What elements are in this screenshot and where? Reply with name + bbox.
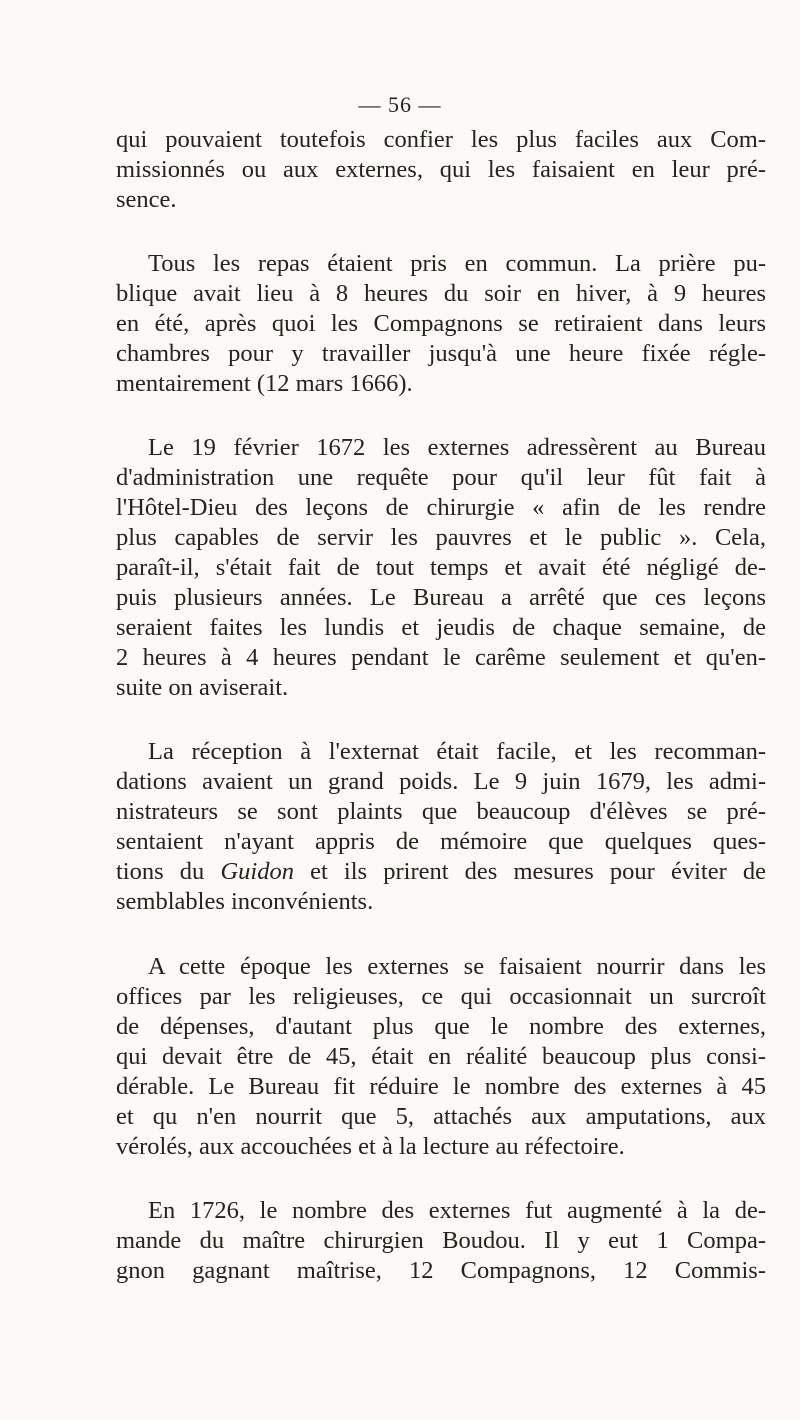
text-line: gnon gagnant maîtrise, 12 Compagnons, 12 Commis-	[116, 1257, 766, 1284]
text-line: suite on aviserait.	[116, 674, 289, 701]
text-line: d'administration une requête pour qu'il leur fût fait à	[116, 464, 766, 491]
text-line: nistrateurs se sont plaints que beaucoup d'élèves se pré-	[116, 798, 766, 825]
text-line: seraient faites les lundis et jeudis de chaque semaine, de	[116, 614, 766, 641]
text-fragment: tions du	[116, 858, 205, 885]
text-line: et qu n'en nourrit que 5, attachés aux amputations, aux	[116, 1103, 766, 1130]
text-line: l'Hôtel-Dieu des leçons de chirurgie « afin de les rendre	[116, 494, 766, 521]
text-line: dations avaient un grand poids. Le 9 juin 1679, les admi-	[116, 768, 766, 795]
text-line: en été, après quoi les Compagnons se retiraient dans leurs	[116, 310, 766, 337]
text-line: sence.	[116, 186, 177, 213]
text-line: paraît-il, s'était fait de tout temps et avait été négligé de-	[116, 554, 766, 581]
text-line: A cette époque les externes se faisaient nourrir dans les	[148, 953, 766, 980]
page-number: — 56 —	[358, 92, 442, 117]
text-line: offices par les religieuses, ce qui occasionnait un surcroît	[116, 983, 766, 1010]
text-fragment: et ils prirent des mesures pour éviter de	[310, 858, 767, 885]
text-line: qui devait être de 45, était en réalité beaucoup plus consi-	[116, 1043, 766, 1070]
text-line: sentaient n'ayant appris de mémoire que quelques ques-	[116, 828, 766, 855]
text-line: Le 19 février 1672 les externes adressèrent au Bureau	[148, 434, 766, 461]
text-line: vérolés, aux accouchées et à la lecture au réfectoire.	[116, 1133, 625, 1160]
text-line: de dépenses, d'autant plus que le nombre des externes,	[116, 1013, 766, 1040]
text-line: missionnés ou aux externes, qui les faisaient en leur pré-	[116, 156, 766, 183]
text-line: chambres pour y travailler jusqu'à une heure fixée régle-	[116, 340, 766, 367]
text-line: qui pouvaient toutefois confier les plus faciles aux Com-	[116, 126, 766, 153]
text-line: La réception à l'externat était facile, et les recomman-	[148, 738, 766, 765]
text-line: En 1726, le nombre des externes fut augmenté à la de-	[148, 1197, 766, 1224]
text-line: semblables inconvénients.	[116, 888, 374, 915]
text-line: dérable. Le Bureau fit réduire le nombre des externes à 45	[116, 1073, 766, 1100]
text-line: blique avait lieu à 8 heures du soir en hiver, à 9 heures	[116, 280, 766, 307]
text-line: 2 heures à 4 heures pendant le carême seulement et qu'en-	[116, 644, 766, 671]
book-title-guidon: Guidon	[220, 858, 294, 885]
text-line: Tous les repas étaient pris en commun. La prière pu-	[148, 250, 766, 277]
text-line: mande du maître chirurgien Boudou. Il y eut 1 Compa-	[116, 1227, 766, 1254]
text-line: puis plusieurs années. Le Bureau a arrêté que ces leçons	[116, 584, 766, 611]
text-line: plus capables de servir les pauvres et le public ». Cela,	[116, 524, 766, 551]
text-line	[116, 857, 766, 887]
text-line: mentairement (12 mars 1666).	[116, 370, 413, 397]
